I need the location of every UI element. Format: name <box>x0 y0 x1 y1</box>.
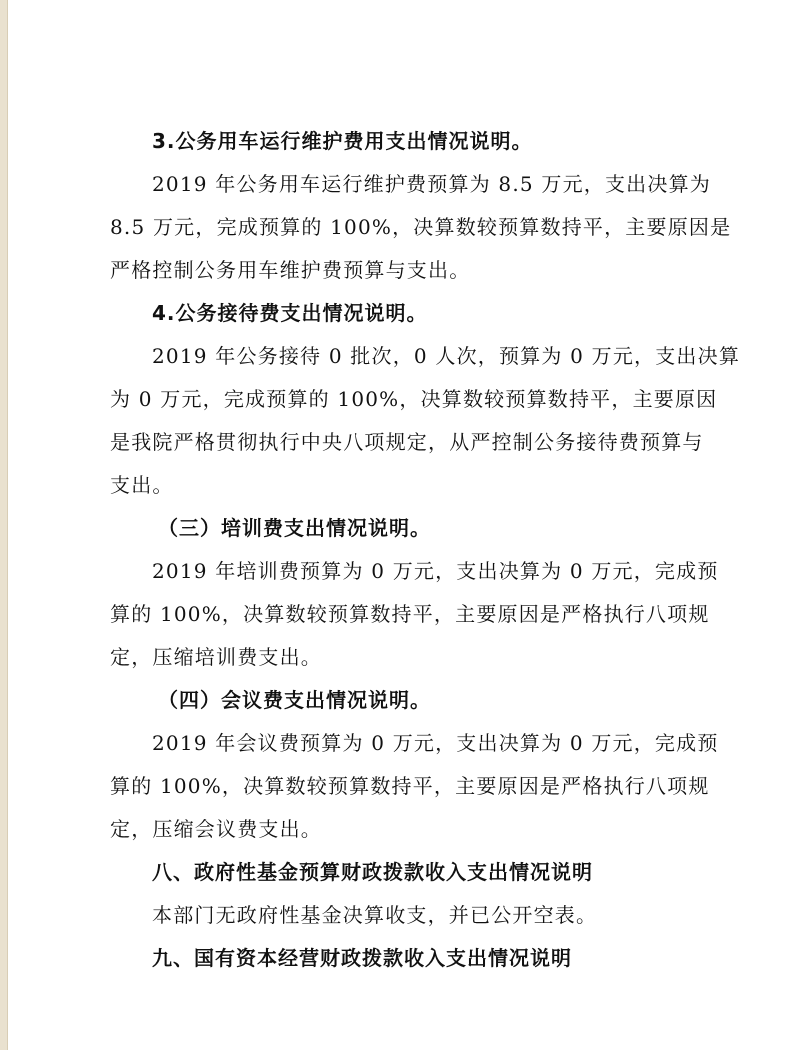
paragraph-line: 2019 年公务接待 0 批次，0 人次，预算为 0 万元，支出决算 <box>152 344 741 368</box>
paragraph-line: 2019 年会议费预算为 0 万元，支出决算为 0 万元，完成预 <box>152 731 719 755</box>
subheading-reception-expense: 4.公务接待费支出情况说明。 <box>152 301 428 325</box>
paragraph-line: 2019 年培训费预算为 0 万元，支出决算为 0 万元，完成预 <box>152 559 719 583</box>
section-heading-training: （三）培训费支出情况说明。 <box>158 516 431 540</box>
paragraph-line: 算的 100%，决算数较预算数持平，主要原因是严格执行八项规 <box>110 774 710 798</box>
paragraph-line: 为 0 万元，完成预算的 100%，决算数较预算数持平，主要原因 <box>110 387 718 411</box>
document-page <box>110 120 741 980</box>
paragraph-line: 是我院严格贯彻执行中央八项规定，从严控制公务接待费预算与 <box>110 430 704 454</box>
section-heading-state-capital: 九、国有资本经营财政拨款收入支出情况说明 <box>152 946 572 970</box>
section-heading-meeting: （四）会议费支出情况说明。 <box>158 688 431 712</box>
paragraph-line: 定，压缩会议费支出。 <box>110 817 322 841</box>
section-heading-government-fund: 八、政府性基金预算财政拨款收入支出情况说明 <box>152 860 593 884</box>
paragraph-line: 支出。 <box>110 473 174 497</box>
paragraph-line: 本部门无政府性基金决算收支，并已公开空表。 <box>152 903 598 927</box>
paragraph-line: 8.5 万元，完成预算的 100%，决算数较预算数持平，主要原因是 <box>110 215 732 239</box>
paragraph-line: 算的 100%，决算数较预算数持平，主要原因是严格执行八项规 <box>110 602 710 626</box>
page-edge-border <box>0 0 8 1050</box>
subheading-vehicle-maintenance: 3.公务用车运行维护费用支出情况说明。 <box>152 129 533 153</box>
paragraph-line: 严格控制公务用车维护费预算与支出。 <box>110 258 471 282</box>
paragraph-line: 2019 年公务用车运行维护费预算为 8.5 万元，支出决算为 <box>152 172 711 196</box>
paragraph-line: 定，压缩培训费支出。 <box>110 645 322 669</box>
